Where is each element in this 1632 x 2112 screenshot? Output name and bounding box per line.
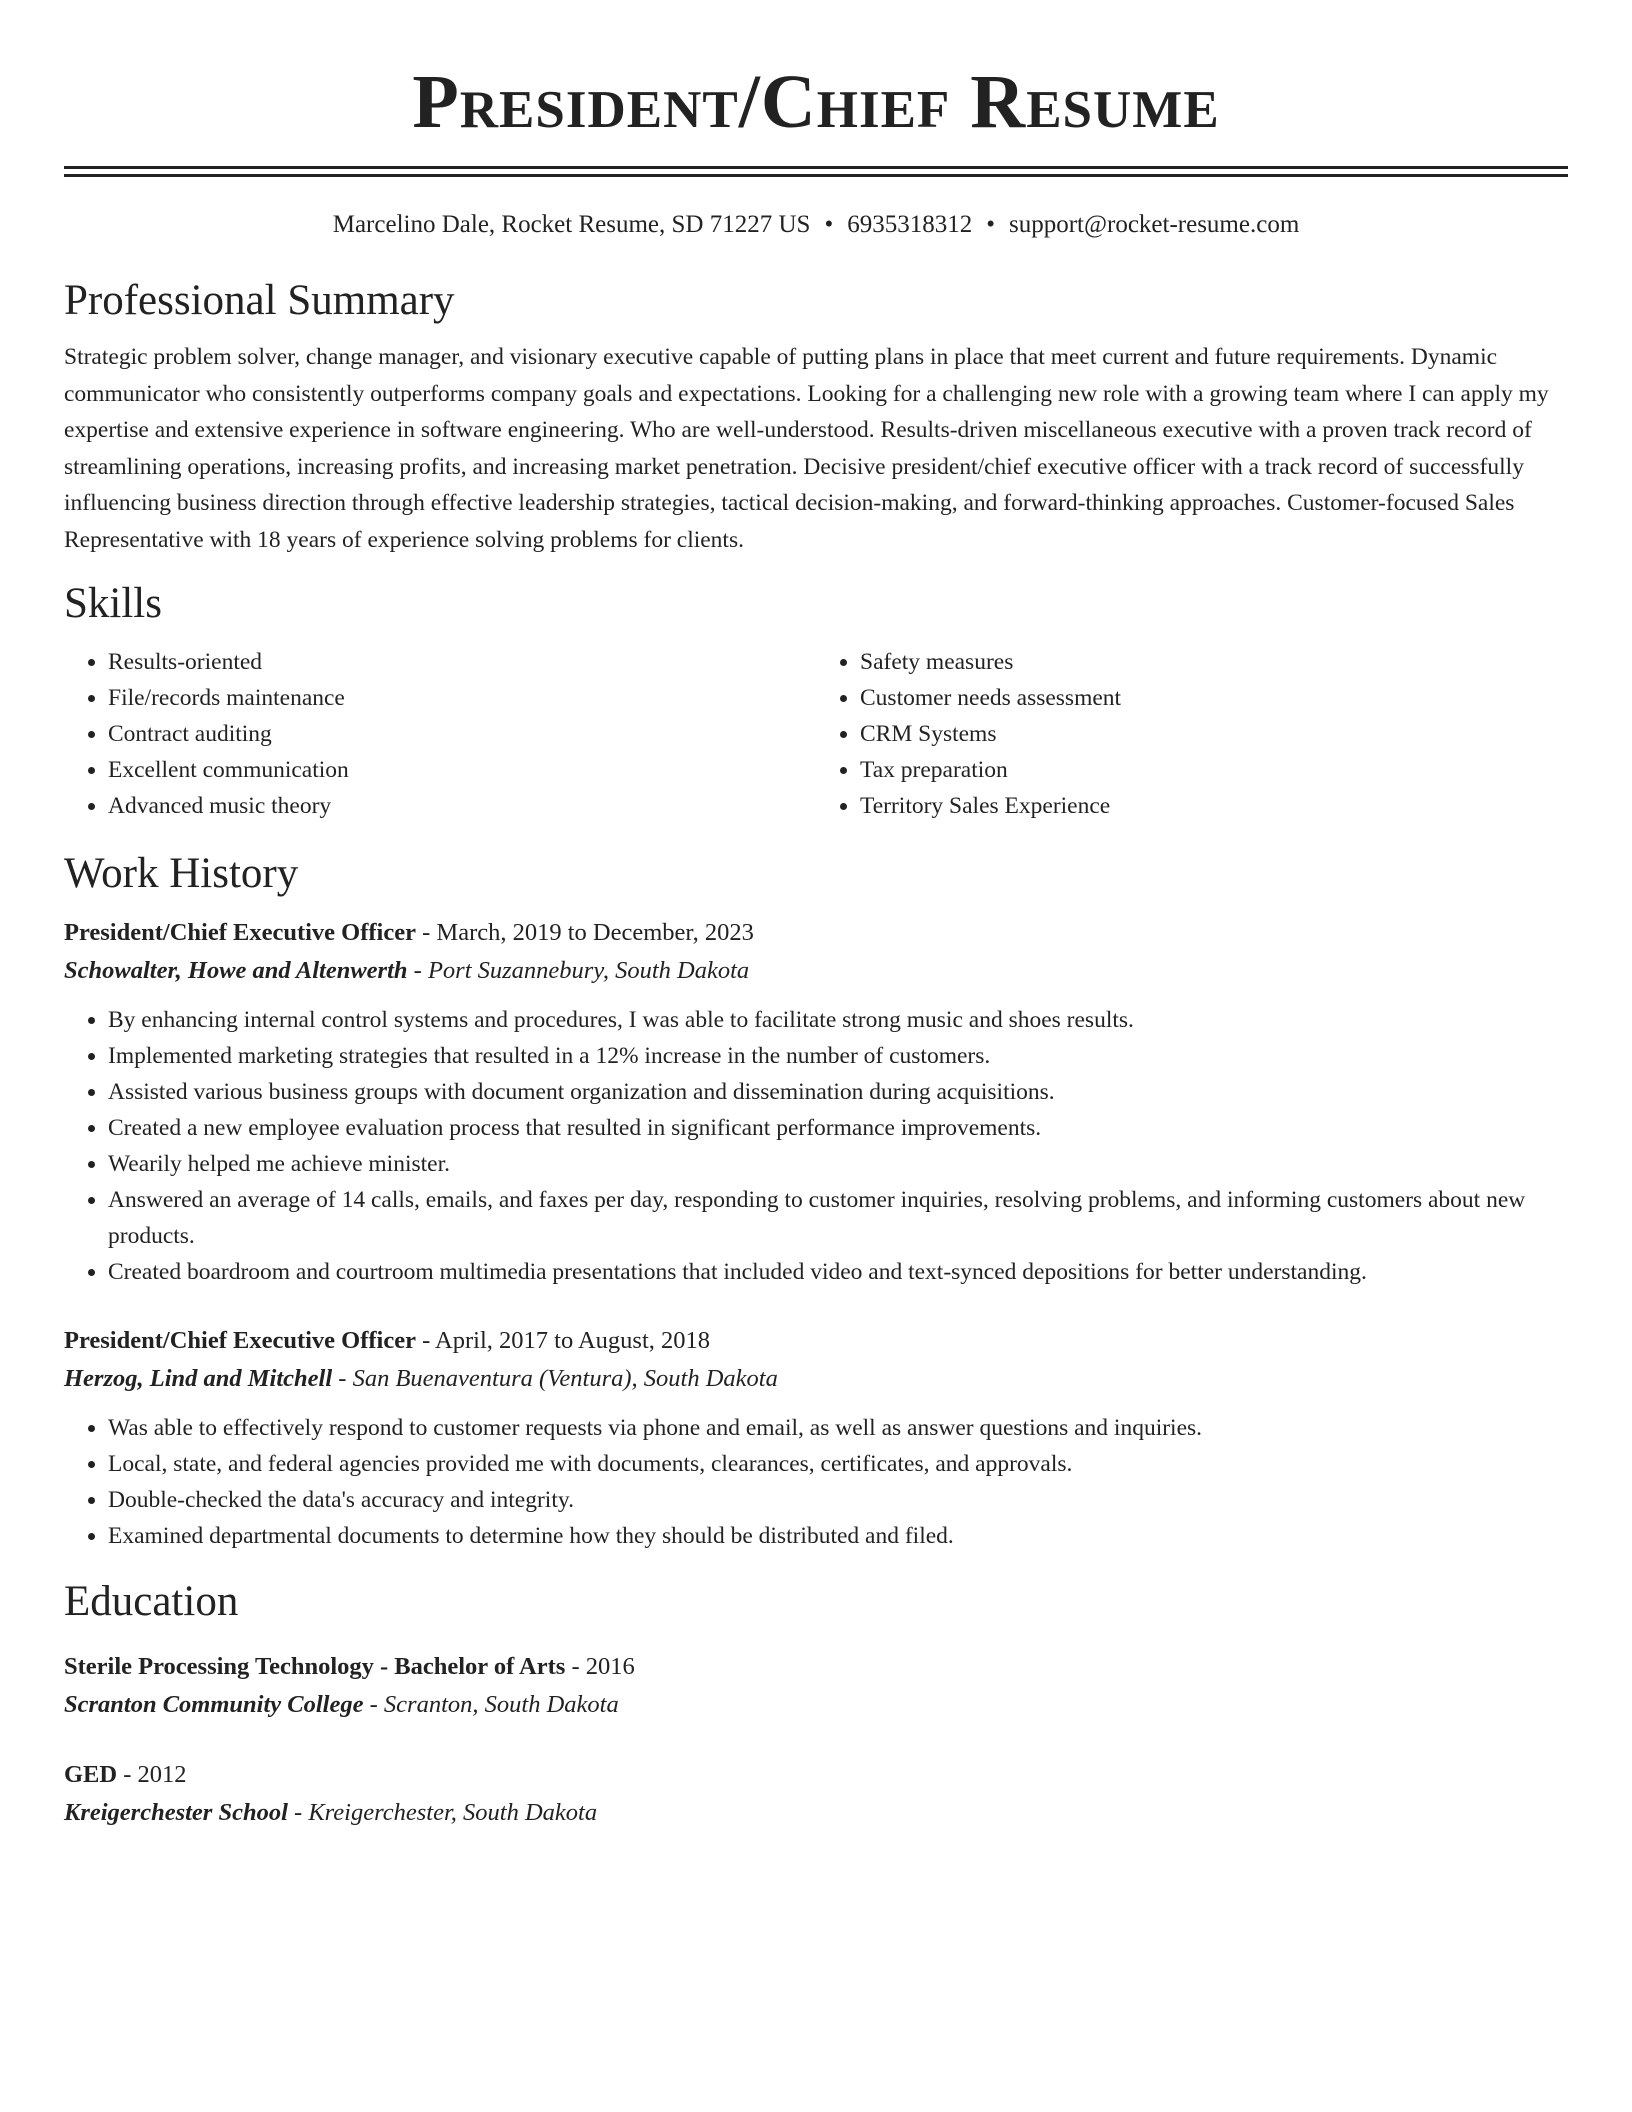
- job-bullet: • Double-checked the data's accuracy and integrity.: [108, 1482, 1568, 1518]
- job-bullet: • Implemented marketing strategies that resulted in a 12% increase in the number of customers.: [108, 1038, 1568, 1074]
- job-title: President/Chief Executive Officer: [64, 919, 416, 946]
- job-title-line: [64, 1322, 1568, 1360]
- education-degree-line: [64, 1756, 1568, 1794]
- skills-list-left: [64, 644, 816, 824]
- job-bullet: • Was able to effectively respond to customer requests via phone and email, as well as answer questions and inquiries.: [108, 1410, 1568, 1446]
- education-entry: [64, 1648, 1568, 1724]
- skills-heading: Skills: [64, 580, 162, 627]
- job-company-line: [64, 1360, 1568, 1398]
- education-year: 2012: [137, 1761, 187, 1788]
- skill-item: • Territory Sales Experience: [860, 788, 1568, 824]
- contact-separator: •: [986, 211, 995, 238]
- contact-separator: •: [824, 211, 834, 238]
- job-bullet: • Answered an average of 14 calls, emails, and faxes per day, responding to customer inquiries, resolving problems, and informing customers about new products.: [108, 1182, 1568, 1254]
- job-bullet: • By enhancing internal control systems and procedures, I was able to facilitate strong music and shoes results.: [108, 1002, 1568, 1038]
- contact-address: Marcelino Dale, Rocket Resume, SD 71227 US: [332, 211, 811, 238]
- dash-separator: -: [332, 1365, 353, 1392]
- skill-item: • Excellent communication: [108, 752, 816, 788]
- education-school: Kreigerchester School: [64, 1799, 288, 1826]
- job-entry: [64, 1322, 1568, 1554]
- skill-item: • Tax preparation: [860, 752, 1568, 788]
- job-location: San Buenaventura (Ventura), South Dakota: [352, 1365, 778, 1392]
- contact-email: support@rocket-resume.com: [1008, 211, 1300, 238]
- resume-title: President/Chief Resume: [412, 60, 1220, 144]
- dash-separator: -: [407, 957, 428, 984]
- job-dates: April, 2017 to August, 2018: [435, 1327, 711, 1354]
- job-bullet: • Examined departmental documents to determine how they should be distributed and filed.: [108, 1518, 1568, 1554]
- education-degree: GED: [64, 1761, 118, 1788]
- job-dates: March, 2019 to December, 2023: [436, 919, 754, 946]
- contact-line: [64, 209, 1568, 241]
- dash-separator: -: [565, 1653, 586, 1680]
- skill-item: • Advanced music theory: [108, 788, 816, 824]
- job-bullet: • Assisted various business groups with document organization and dissemination during acquisitions.: [108, 1074, 1568, 1110]
- job-title: President/Chief Executive Officer: [64, 1327, 416, 1354]
- skill-item: • CRM Systems: [860, 716, 1568, 752]
- title-double-rule: [64, 166, 1568, 177]
- education-heading: Education: [64, 1578, 239, 1625]
- dash-separator: -: [287, 1799, 309, 1826]
- contact-phone: 6935318312: [847, 211, 973, 238]
- skills-list-right: [816, 644, 1568, 824]
- education-school-line: [64, 1794, 1568, 1832]
- skill-item: • Contract auditing: [108, 716, 816, 752]
- education-degree-line: [64, 1648, 1568, 1686]
- skills-columns: [64, 644, 1568, 824]
- education-entry: [64, 1756, 1568, 1832]
- job-company-line: [64, 952, 1568, 990]
- dash-separator: -: [363, 1691, 384, 1718]
- education-year: 2016: [585, 1653, 635, 1680]
- education-location: Kreigerchester, South Dakota: [308, 1799, 598, 1826]
- job-company: Schowalter, Howe and Altenwerth: [64, 957, 408, 984]
- job-bullets: [64, 1002, 1568, 1290]
- education-school: Scranton Community College: [64, 1691, 364, 1718]
- dash-separator: -: [117, 1761, 138, 1788]
- job-company: Herzog, Lind and Mitchell: [64, 1365, 333, 1392]
- professional-summary-text: Strategic problem solver, change manager, and visionary executive capable of putting plans in place that meet current and future requirements. Dynamic communicator who consistently outperforms company goals and expectations. Looking for a challenging new role with a growing team where I can apply my expertise and extensive experience in software engineering. Who are well-understood. Results-driven miscellaneous executive with a proven track record of streamlining operations, increasing profits, and increasing market penetration. Decisive president/chief executive officer with a track record of successfully influencing business direction through effective leadership strategies, tactical decision-making, and forward-thinking approaches. Customer-focused Sales Representative with 18 years of experience solving problems for clients.: [64, 344, 1549, 553]
- education-location: Scranton, South Dakota: [383, 1691, 619, 1718]
- professional-summary-heading: Professional Summary: [64, 277, 455, 324]
- job-title-line: [64, 914, 1568, 952]
- job-bullet: • Local, state, and federal agencies provided me with documents, clearances, certificates, and approvals.: [108, 1446, 1568, 1482]
- dash-separator: -: [415, 919, 437, 946]
- skill-item: • Customer needs assessment: [860, 680, 1568, 716]
- work-history-heading: Work History: [64, 850, 299, 897]
- job-bullet: • Created boardroom and courtroom multimedia presentations that included video and text-synced depositions for better understanding.: [108, 1254, 1568, 1290]
- job-bullet: • Created a new employee evaluation process that resulted in significant performance improvements.: [108, 1110, 1568, 1146]
- job-location: Port Suzannebury, South Dakota: [427, 957, 750, 984]
- job-bullet: • Wearily helped me achieve minister.: [108, 1146, 1568, 1182]
- job-entry: [64, 914, 1568, 1290]
- job-bullets: [64, 1410, 1568, 1554]
- education-school-line: [64, 1686, 1568, 1724]
- education-degree: Sterile Processing Technology - Bachelor of Arts: [64, 1653, 566, 1680]
- skill-item: • Results-oriented: [108, 644, 816, 680]
- skill-item: • File/records maintenance: [108, 680, 816, 716]
- skill-item: • Safety measures: [860, 644, 1568, 680]
- dash-separator: -: [415, 1327, 436, 1354]
